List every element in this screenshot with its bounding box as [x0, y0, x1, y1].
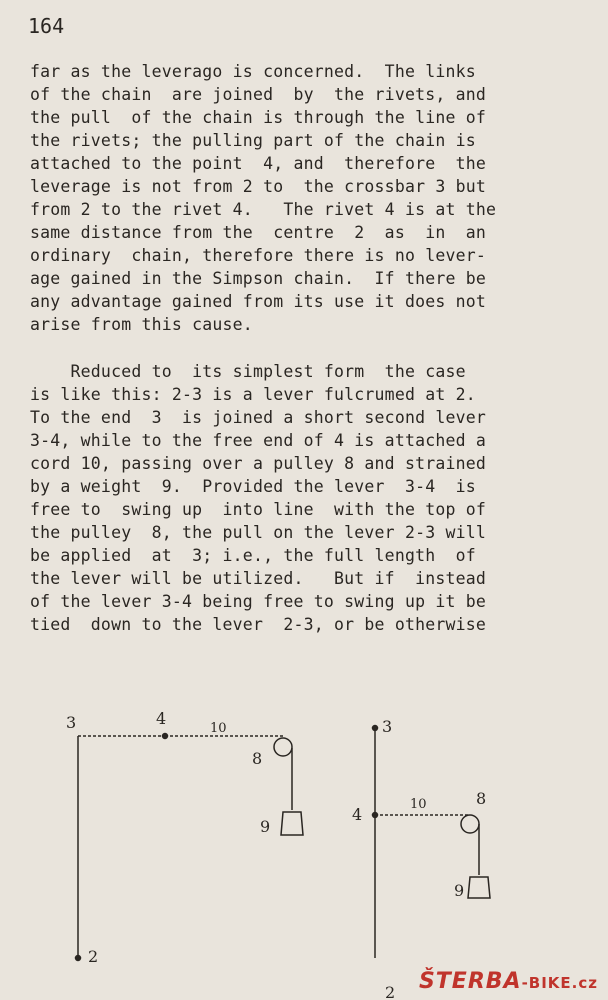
weight-9: [468, 877, 490, 898]
text-line: is like this: 2-3 is a lever fulcrumed at 2.: [30, 385, 476, 404]
label-right-9: 9: [454, 881, 465, 900]
text-line: from 2 to the rivet 4. The rivet 4 is at the: [30, 200, 497, 219]
text-line: tied down to the lever 2-3, or be otherwise: [30, 615, 487, 634]
text-line: free to swing up into line with the top of: [30, 500, 487, 519]
lever-diagrams: [0, 700, 608, 1000]
text-line: Reduced to its simplest form the case: [30, 362, 466, 381]
text-line: the lever will be utilized. But if instead: [30, 569, 487, 588]
diagram-left: [76, 734, 304, 961]
label-right-4: 4: [352, 805, 363, 824]
text-line: by a weight 9. Provided the lever 3-4 is: [30, 477, 476, 496]
page-number: 164: [28, 14, 65, 38]
text-line: cord 10, passing over a pulley 8 and strained: [30, 454, 487, 473]
rivet-4-dot: [373, 813, 378, 818]
label-left-9: 9: [260, 817, 271, 836]
label-right-3: 3: [382, 717, 393, 736]
label-left-10: 10: [210, 721, 227, 736]
text-line: far as the leverago is concerned. The links: [30, 62, 476, 81]
text-line: the rivets; the pulling part of the chain is: [30, 131, 476, 150]
paragraph-2: [30, 360, 560, 636]
label-left-3: 3: [66, 713, 77, 732]
text-line: arise from this cause.: [30, 315, 253, 334]
label-right-10: 10: [410, 797, 427, 812]
watermark: [419, 969, 598, 994]
text-line: age gained in the Simpson chain. If there be: [30, 269, 487, 288]
text-line: leverage is not from 2 to the crossbar 3 but: [30, 177, 487, 196]
pulley-8: [274, 738, 292, 756]
text-line: same distance from the centre 2 as in an: [30, 223, 487, 242]
label-left-4: 4: [156, 709, 167, 728]
text-line: the pulley 8, the pull on the lever 2-3 will: [30, 523, 487, 542]
diagram-right: [373, 726, 491, 959]
paragraph-1: [30, 60, 560, 336]
pulley-8: [461, 815, 479, 833]
label-left-8: 8: [252, 749, 263, 768]
text-line: the pull of the chain is through the line of: [30, 108, 487, 127]
label-right-8: 8: [476, 789, 487, 808]
label-right-2: 2: [385, 983, 396, 1000]
label-left-2: 2: [88, 947, 99, 966]
text-line: of the chain are joined by the rivets, and: [30, 85, 487, 104]
watermark-main: ŠTERBA: [418, 969, 522, 994]
rivet-4-dot: [163, 734, 168, 739]
text-line: To the end 3 is joined a short second lever: [30, 408, 487, 427]
text-line: be applied at 3; i.e., the full length of: [30, 546, 476, 565]
text-line: ordinary chain, therefore there is no lever-: [30, 246, 487, 265]
fulcrum-2-dot: [76, 956, 81, 961]
text-line: attached to the point 4, and therefore the: [30, 154, 487, 173]
top-3-dot: [373, 726, 378, 731]
text-line: any advantage gained from its use it does not: [30, 292, 487, 311]
weight-9: [281, 812, 303, 835]
text-line: 3-4, while to the free end of 4 is attached a: [30, 431, 487, 450]
text-line: of the lever 3-4 being free to swing up it be: [30, 592, 487, 611]
watermark-suffix: -BIKE.cz: [521, 974, 598, 992]
